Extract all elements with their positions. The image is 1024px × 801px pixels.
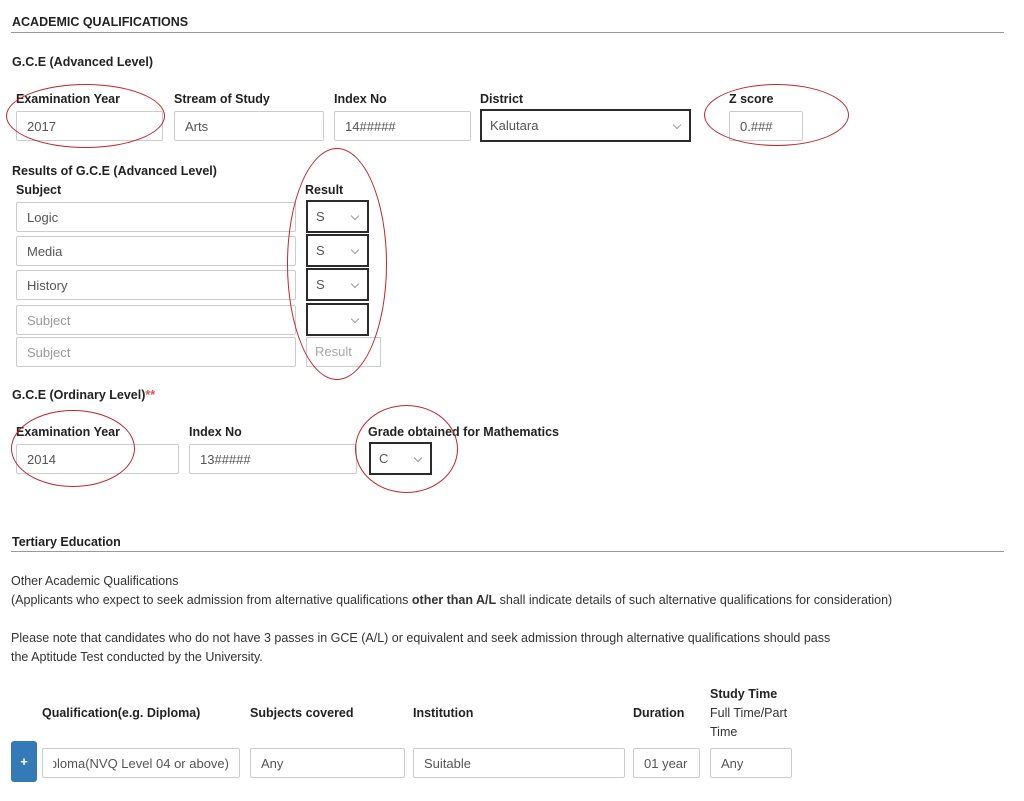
duration-input[interactable]: [633, 748, 700, 778]
al-index-label: Index No: [334, 92, 387, 106]
chevron-down-icon: [414, 454, 422, 462]
col-header-study-time-sub: Time: [710, 725, 738, 739]
col-header-duration: Duration: [633, 706, 685, 720]
result-subject-input[interactable]: [16, 236, 296, 266]
al-stream-label: Stream of Study: [174, 92, 270, 106]
section-divider: [11, 32, 1004, 33]
result-grade-select[interactable]: [306, 200, 369, 233]
chevron-down-icon: [351, 315, 359, 323]
results-subject-header: Subject: [16, 183, 62, 197]
chevron-down-icon: [351, 280, 359, 288]
col-header-qualification: Qualification(e.g. Diploma): [42, 706, 201, 720]
ol-index-input[interactable]: [189, 444, 357, 474]
tertiary-section-title: Tertiary Education: [12, 535, 121, 549]
result-subject-input[interactable]: [16, 305, 296, 335]
section-title-academic: ACADEMIC QUALIFICATIONS: [12, 15, 189, 29]
note-text: (Applicants who expect to seek admission from alternative qualifications: [11, 593, 412, 607]
al-zscore-label: Z score: [729, 92, 774, 106]
other-qualifications-note: [11, 593, 892, 607]
institution-input[interactable]: [413, 748, 625, 778]
al-exam-year-label: Examination Year: [16, 92, 120, 106]
ol-section-title: [12, 388, 155, 402]
result-grade-select[interactable]: [306, 337, 381, 367]
chevron-down-icon: [673, 121, 681, 129]
al-stream-input[interactable]: [174, 111, 324, 141]
col-header-study-time: Study Time: [710, 687, 778, 701]
al-district-value: Kalutara: [490, 118, 539, 133]
note-text: shall indicate details of such alternative qualifications for consideration): [496, 593, 893, 607]
subjects-input[interactable]: [250, 748, 405, 778]
ol-math-grade-value: C: [379, 451, 389, 466]
col-header-study-time-sub: Full Time/Part: [710, 706, 788, 720]
col-header-subjects: Subjects covered: [250, 706, 354, 720]
ol-math-grade-select[interactable]: [369, 442, 432, 475]
aptitude-note-line2: the Aptitude Test conducted by the University.: [11, 650, 263, 664]
al-district-select[interactable]: [480, 109, 691, 142]
result-grade-value: S: [316, 209, 325, 224]
result-grade-select[interactable]: [306, 303, 369, 336]
col-header-institution: Institution: [413, 706, 474, 720]
ol-exam-year-input[interactable]: [16, 444, 179, 474]
result-subject-input[interactable]: [16, 202, 296, 232]
result-grade-select[interactable]: [306, 268, 369, 301]
ol-math-grade-label: Grade obtained for Mathematics: [368, 425, 560, 439]
section-divider: [11, 551, 1004, 552]
other-qualifications-title: Other Academic Qualifications: [11, 574, 179, 588]
al-district-label: District: [480, 92, 524, 106]
results-result-header: Result: [305, 183, 344, 197]
chevron-down-icon: [351, 246, 359, 254]
al-section-title: G.C.E (Advanced Level): [12, 55, 154, 69]
result-placeholder: Result: [315, 344, 352, 359]
result-grade-value: S: [316, 243, 325, 258]
ol-exam-year-label: Examination Year: [16, 425, 120, 439]
result-grade-value: S: [316, 277, 325, 292]
aptitude-note-line1: Please note that candidates who do not have 3 passes in GCE (A/L) or equivalent and seek admission through alternative qualifications should pass: [11, 631, 831, 645]
chevron-down-icon: [351, 212, 359, 220]
result-grade-select[interactable]: [306, 234, 369, 267]
ol-index-label: Index No: [189, 425, 242, 439]
result-subject-input[interactable]: [16, 337, 296, 367]
ol-title-text: G.C.E (Ordinary Level): [12, 388, 146, 402]
al-exam-year-input[interactable]: [16, 111, 163, 141]
note-bold-text: other than A/L: [411, 593, 497, 607]
study-time-input[interactable]: [710, 748, 792, 778]
add-qualification-button[interactable]: +: [11, 741, 37, 782]
result-subject-input[interactable]: [16, 270, 296, 300]
al-index-input[interactable]: [334, 111, 471, 141]
al-zscore-input[interactable]: [729, 111, 803, 141]
results-section-title: Results of G.C.E (Advanced Level): [12, 164, 217, 178]
required-mark: **: [145, 388, 156, 402]
qualification-input[interactable]: [42, 748, 240, 778]
